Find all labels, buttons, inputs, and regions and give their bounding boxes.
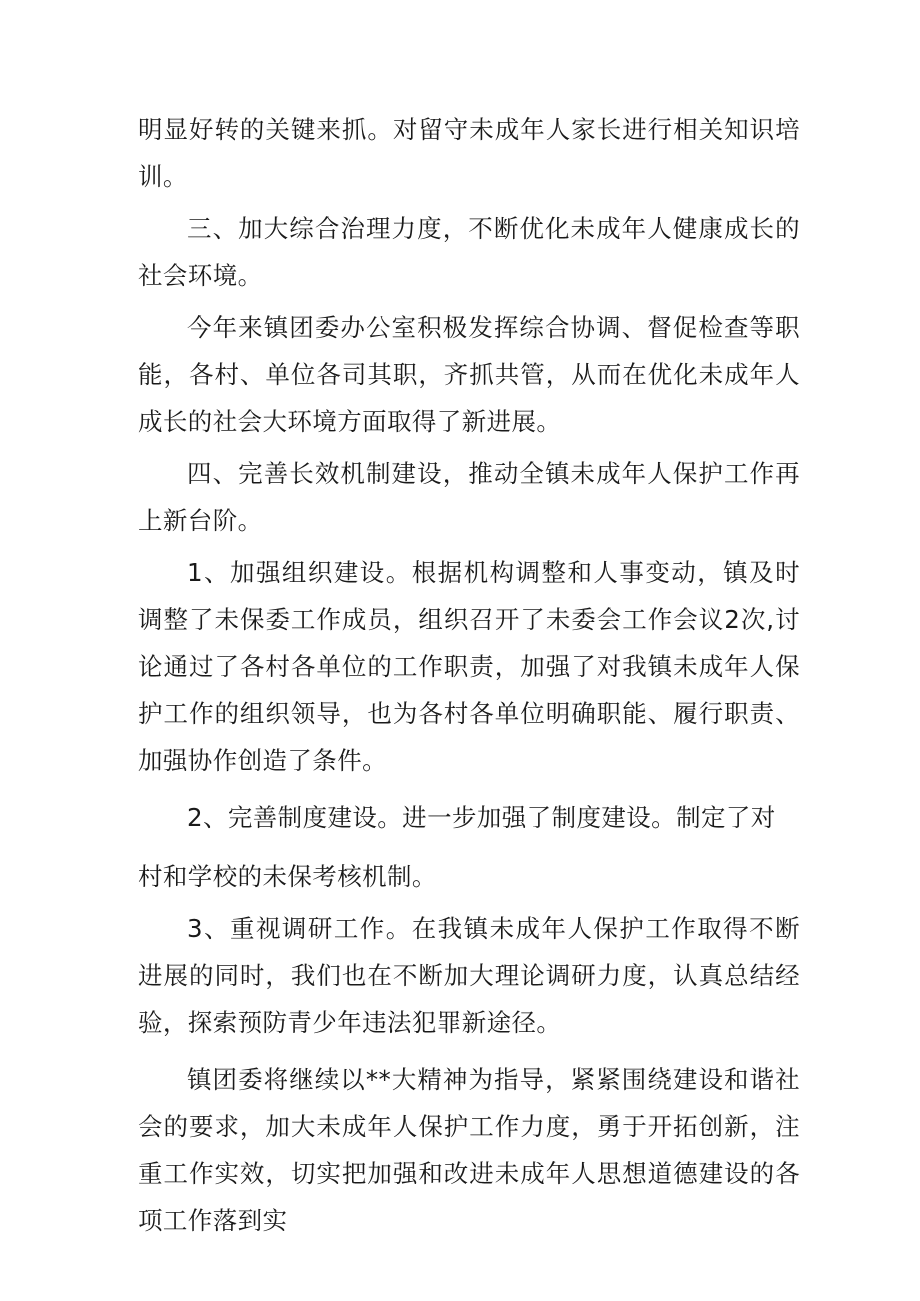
item-2-system-part-2: 村和学校的未保考核机制。 [138,862,437,891]
item-1-organization: 1、加强组织建设。根据机构调整和人事变动，镇及时调整了未保委工作成员，组织召开了未委会工作会议2次,讨论通过了各村各单位的工作职责，加强了对我镇未成年人保护工作的组织领导，也为各村各单位明确职能、履行职责、加强协作创造了条件。 [138,558,800,775]
section-heading-3: 三、加大综合治理力度，不断优化未成年人健康成长的社会环境。 [138,214,800,290]
paragraph-3: 今年来镇团委办公室积极发挥综合协调、督促检查等职能，各村、单位各司其职，齐抓共管，从而在优化未成年人成长的社会大环境方面取得了新进展。 [138,313,800,436]
document-body [138,106,800,1249]
paragraph-closing: 镇团委将继续以**大精神为指导，紧紧围绕建设和谐社会的要求，加大未成年人保护工作力度，勇于开拓创新，注重工作实效，切实把加强和改进未成年人思想道德建设的各项工作落到实 [138,1065,800,1235]
item-3-research: 3、重视调研工作。在我镇未成年人保护工作取得不断进展的同时，我们也在不断加大理论调研力度，认真总结经验，探索预防青少年违法犯罪新途径。 [138,914,800,1037]
section-heading-4: 四、完善长效机制建设，推动全镇未成年人保护工作再上新台阶。 [138,459,800,535]
paragraph-1: 明显好转的关键来抓。对留守未成年人家长进行相关知识培训。 [138,115,800,191]
item-2-system-part-1: 2、完善制度建设。进一步加强了制度建设。制定了对 [187,803,776,832]
